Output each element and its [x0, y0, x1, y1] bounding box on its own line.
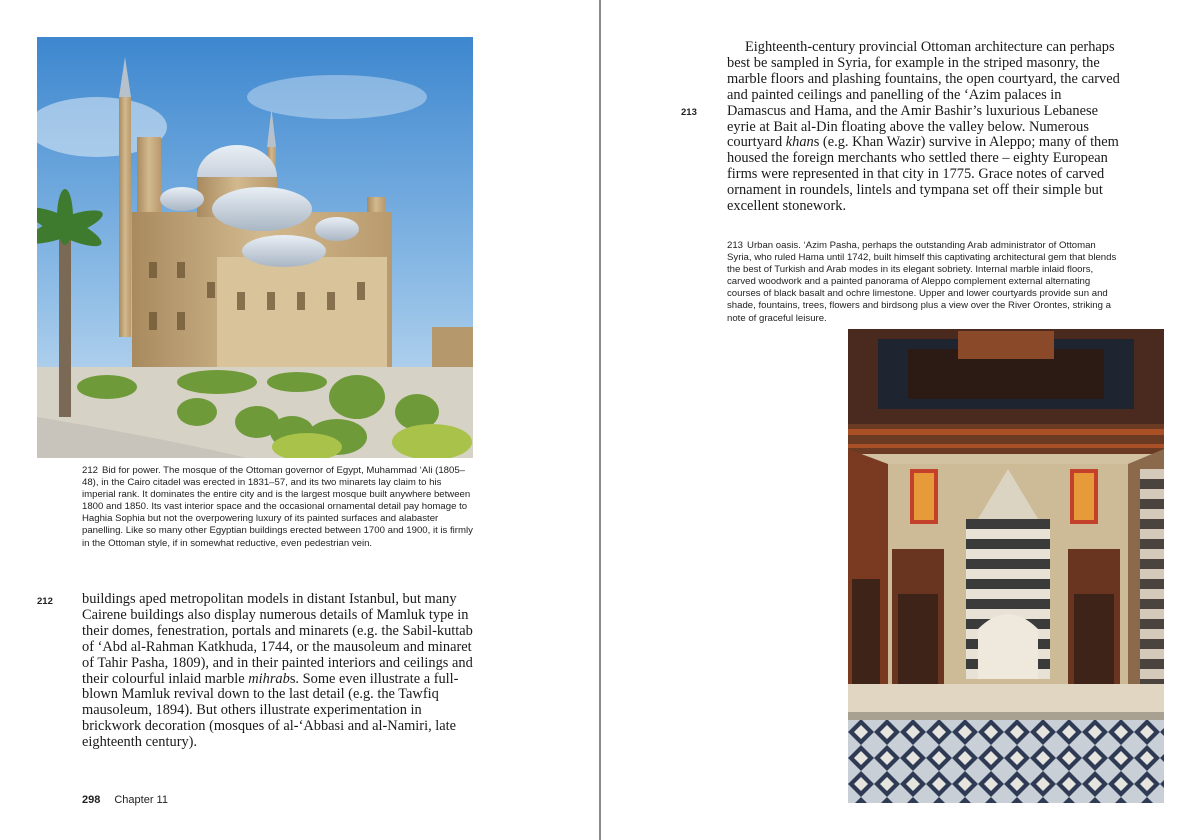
figure-number: 213 — [727, 240, 744, 251]
margin-reference: 213 — [681, 107, 697, 118]
page-number: 298 — [82, 794, 101, 806]
chapter-label: Chapter 11 — [114, 794, 168, 806]
body-text-segment: s. Some even illustrate a full-blown Mamluk revival down to the last detail (e.g. the Tawfiq mausoleum, 1894). But others illustrate experimentation in brickwork decoration (mosques of al-‘Abbasi and al-Namiri, late eighteenth century). — [82, 670, 459, 751]
folio — [82, 794, 168, 806]
palace-interior-photo — [848, 329, 1164, 803]
figure-caption-213 — [727, 240, 1119, 325]
right-page — [601, 0, 1200, 840]
mosque-photo — [37, 37, 473, 458]
caption-text: Urban oasis. ‘Azim Pasha, perhaps the outstanding Arab administrator of Ottoman Syria, who ruled Hama until 1742, built himself this captivating architectural gem that blends the best of Turkish and Arab modes in its elegant sobriety. Internal marble inlaid floors, carved woodwork and a painted panorama of Aleppo complement external alternating courses of black basalt and ochre limestone. Upper and lower courtyards provide sun and shade, fountains, trees, flowers and birdsong plus a view over the River Orontes, striking a note of graceful leisure. — [727, 240, 1117, 324]
body-text-right — [727, 40, 1121, 215]
body-text-left — [82, 592, 474, 751]
figure-caption-212 — [82, 465, 474, 550]
caption-text: Bid for power. The mosque of the Ottoman governor of Egypt, Muhammad ‘Ali (1805–48), in the Cairo citadel was erected in 1831–57, and its two minarets lay claim to his imperial rank. It dominates the entire city and is the largest mosque built anywhere between 1800 and 1850. Its vast interior space and the occasional ornamental detail pay homage to Haghia Sophia but not the overpowering luxury of its painted surfaces and alabaster panelling. Like so many other Egyptian buildings erected between 1700 and 1900, it is firmly in the Ottoman style, if in somewhat reductive, even pedestrian vein. — [82, 465, 473, 549]
body-text-italic: khan — [785, 134, 814, 151]
margin-reference: 212 — [37, 596, 53, 607]
body-text-segment: Eighteenth-century provincial Ottoman architecture can perhaps best be sampled in Syria, for example in the striped masonry, the marble floors and plashing fountains, the open courtyard, the carved and painted ceilings and panelling of the ‘Azim palaces in Damascus and Hama, and the Amir Bashir’s luxurious Lebanese eyrie at Bait al-Din floating above the valley below. Numerous courtyard — [727, 39, 1120, 151]
figure-number: 212 — [82, 465, 99, 476]
body-text-segment: s (e.g. Khan Wazir) survive in Aleppo; many of them housed the foreign merchants who settled there – eighty European firms were represented in that city in 1775. Grace notes of carved ornament in roundels, lintels and tympana set off their simple but excellent stonework. — [727, 134, 1119, 215]
body-text-italic: mihrab — [248, 670, 290, 687]
body-text-segment: buildings aped metropolitan models in distant Istanbul, but many Cairene buildings also display numerous details of Mamluk type in their domes, fenestration, portals and minarets (e.g. the Sabil-kuttab of ‘Abd al-Rahman Katkhuda, 1744, or the mausoleum and minaret of Tahir Pasha, 1809), and in their painted interiors and ceilings and their colourful inlaid marble — [82, 591, 473, 687]
